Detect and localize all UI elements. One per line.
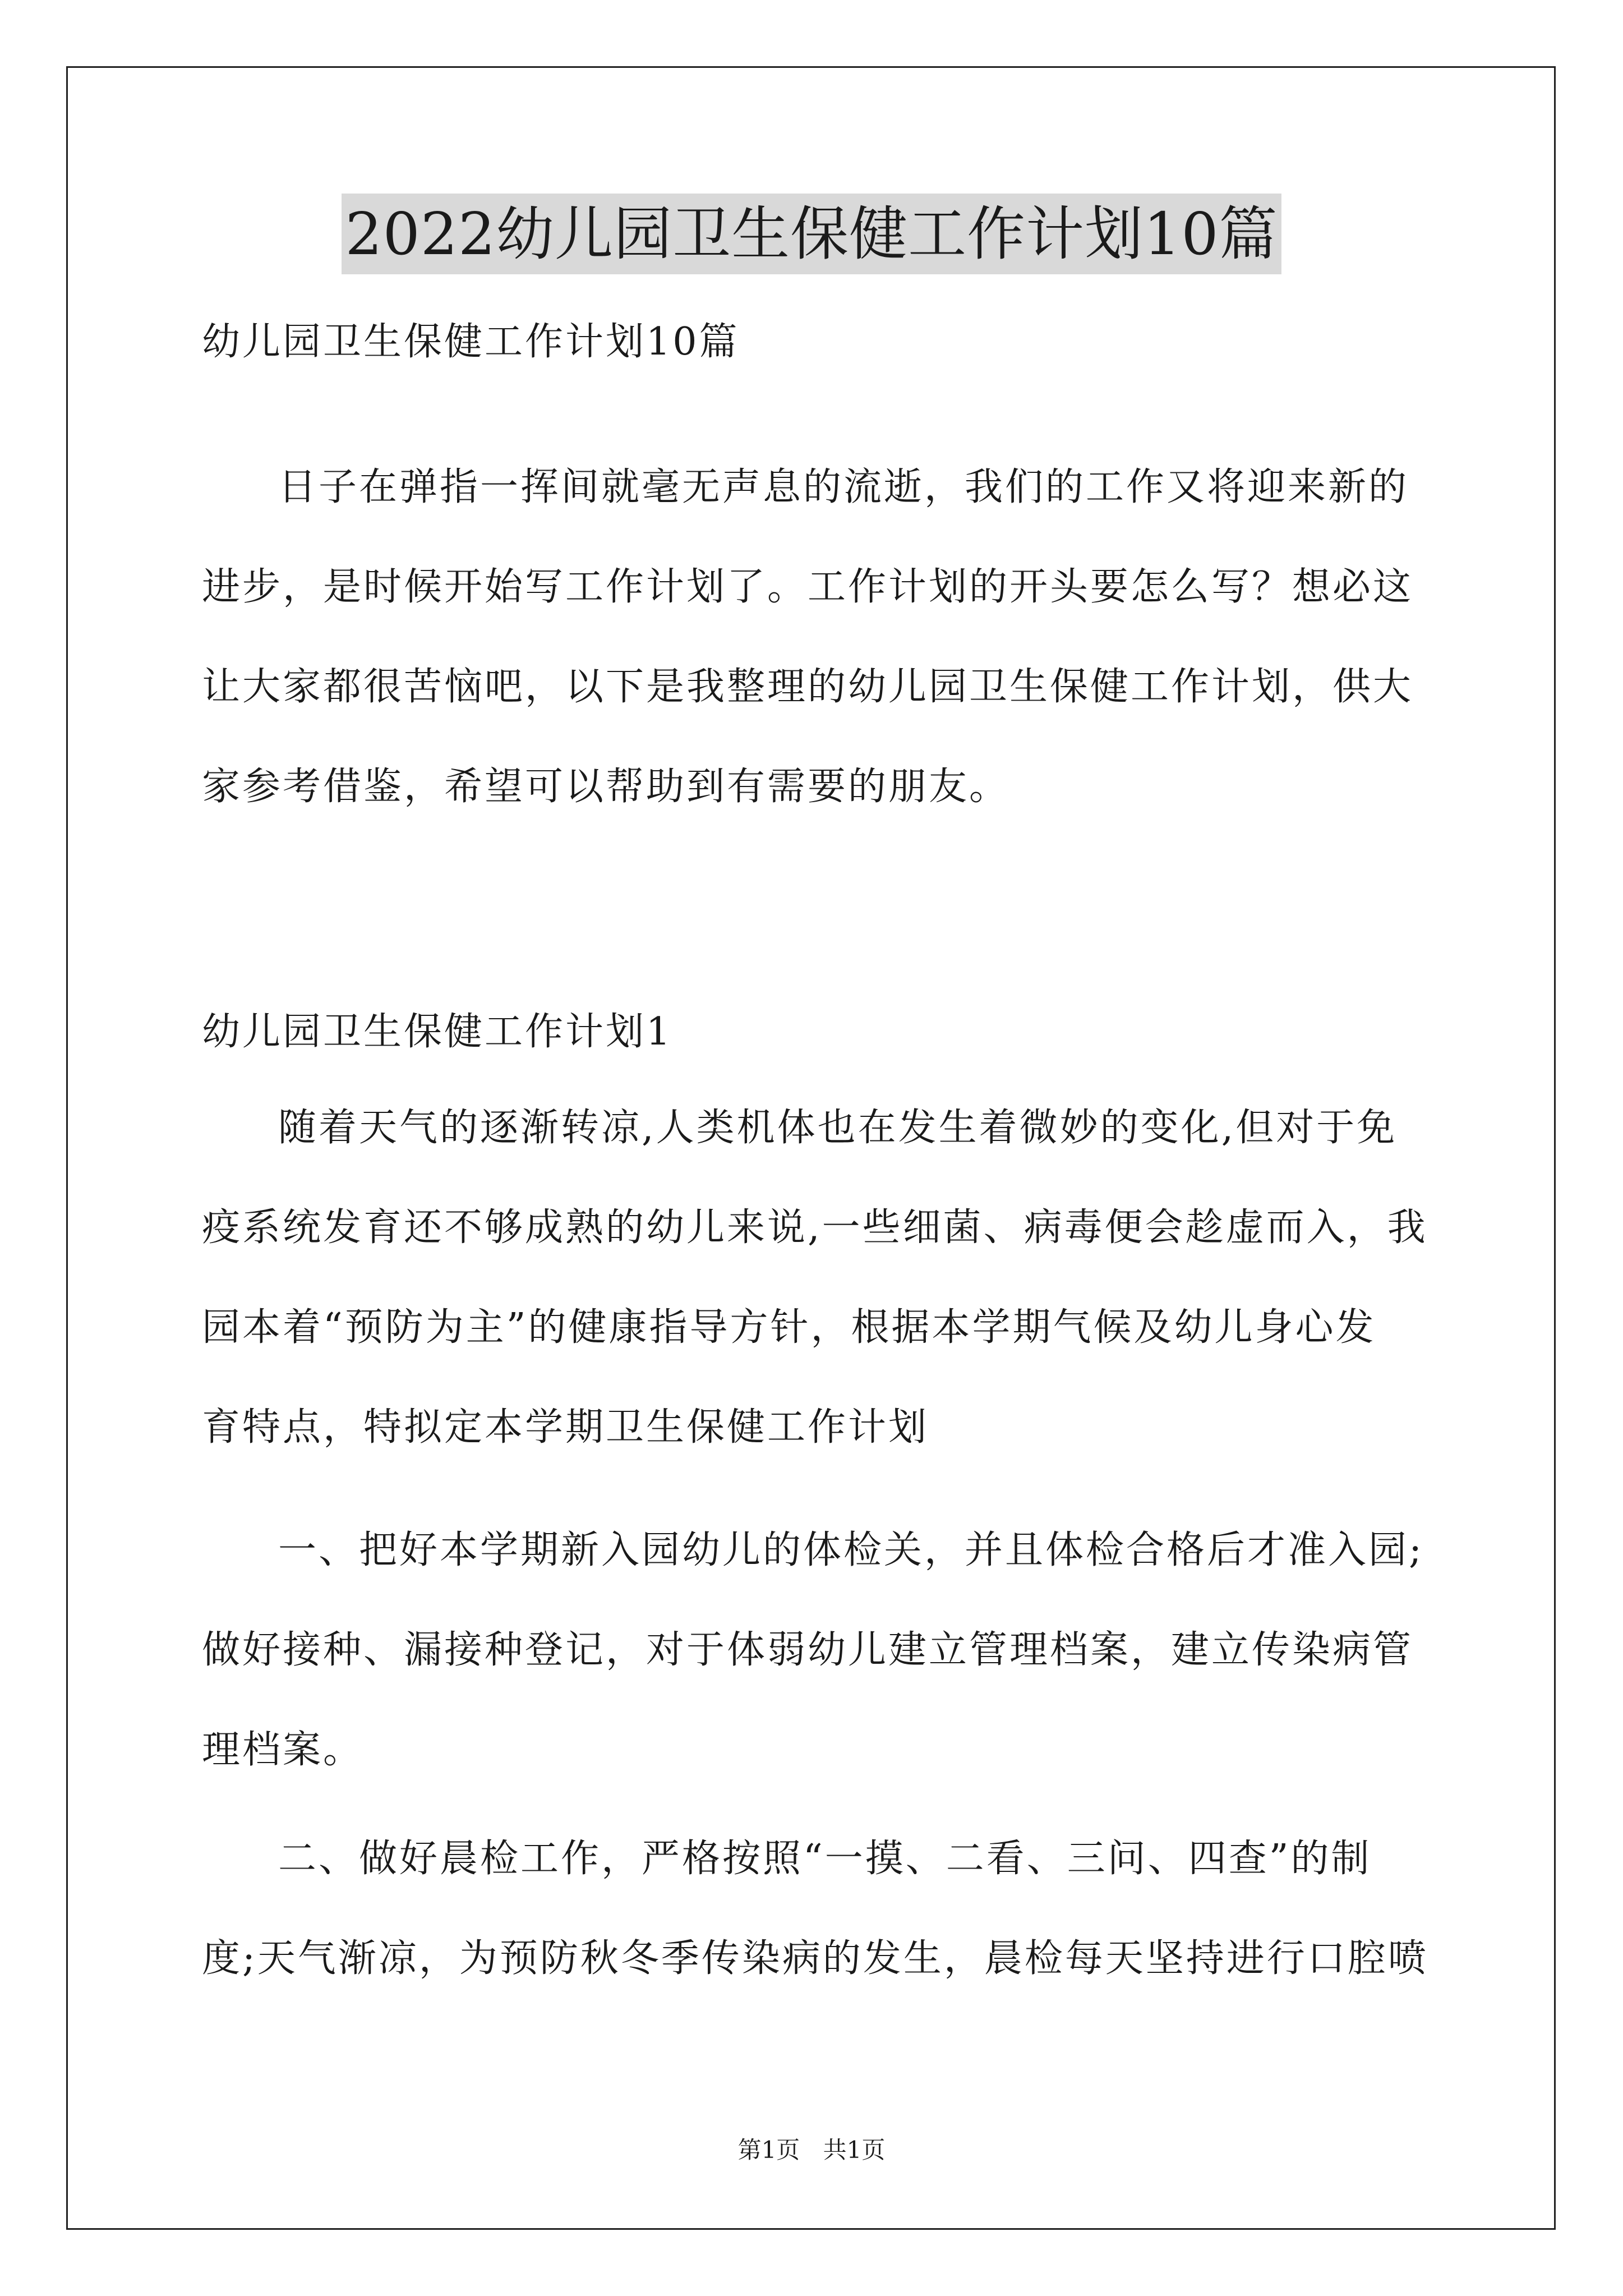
paragraph-line: 度;天气渐凉，为预防秋冬季传染病的发生，晨检每天坚持进行口腔喷 xyxy=(202,1936,1428,1981)
page-footer xyxy=(0,2132,1623,2165)
intro-paragraph xyxy=(202,438,1436,837)
paragraph-line: 做好接种、漏接种登记，对于体弱幼儿建立管理档案，建立传染病管 xyxy=(202,1628,1414,1672)
paragraph-line: 二、做好晨检工作，严格按照“一摸、二看、三问、四查”的制 xyxy=(278,1837,1372,1881)
page-number: 第1页 xyxy=(737,2136,800,2164)
paragraph-line: 一、把好本学期新入园幼儿的体检关，并且体检合格后才准入园; xyxy=(278,1528,1424,1572)
paragraph-line: 随着天气的逐渐转凉,人类机体也在发生着微妙的变化,但对于免 xyxy=(278,1106,1398,1150)
title-container xyxy=(0,194,1623,274)
paragraph-line: 进步，是时候开始写工作计划了。工作计划的开头要怎么写？想必这 xyxy=(202,565,1414,609)
paragraph-line: 让大家都很苦恼吧，以下是我整理的幼儿园卫生保健工作计划，供大 xyxy=(202,665,1414,709)
document-title: 2022幼儿园卫生保健工作计划10篇 xyxy=(342,194,1281,274)
paragraph-line: 日子在弹指一挥间就毫无声息的流逝，我们的工作又将迎来新的 xyxy=(278,465,1409,509)
paragraph-line: 疫系统发育还不够成熟的幼儿来说,一些细菌、病毒便会趁虚而入，我 xyxy=(202,1205,1428,1250)
paragraph-line: 家参考借鉴，希望可以帮助到有需要的朋友。 xyxy=(202,765,1010,809)
section1-paragraph-2 xyxy=(202,1501,1436,1800)
document-subtitle: 幼儿园卫生保健工作计划10篇 xyxy=(202,320,740,364)
section1-paragraph-3 xyxy=(202,1809,1436,2009)
section1-paragraph-1 xyxy=(202,1078,1436,1478)
paragraph-line: 园本着“预防为主”的健康指导方针，根据本学期气候及幼儿身心发 xyxy=(202,1305,1376,1350)
section-heading: 幼儿园卫生保健工作计划1 xyxy=(202,1010,673,1054)
page-total: 共1页 xyxy=(823,2136,886,2164)
paragraph-line: 育特点，特拟定本学期卫生保健工作计划 xyxy=(202,1405,929,1450)
paragraph-line: 理档案。 xyxy=(202,1728,364,1772)
